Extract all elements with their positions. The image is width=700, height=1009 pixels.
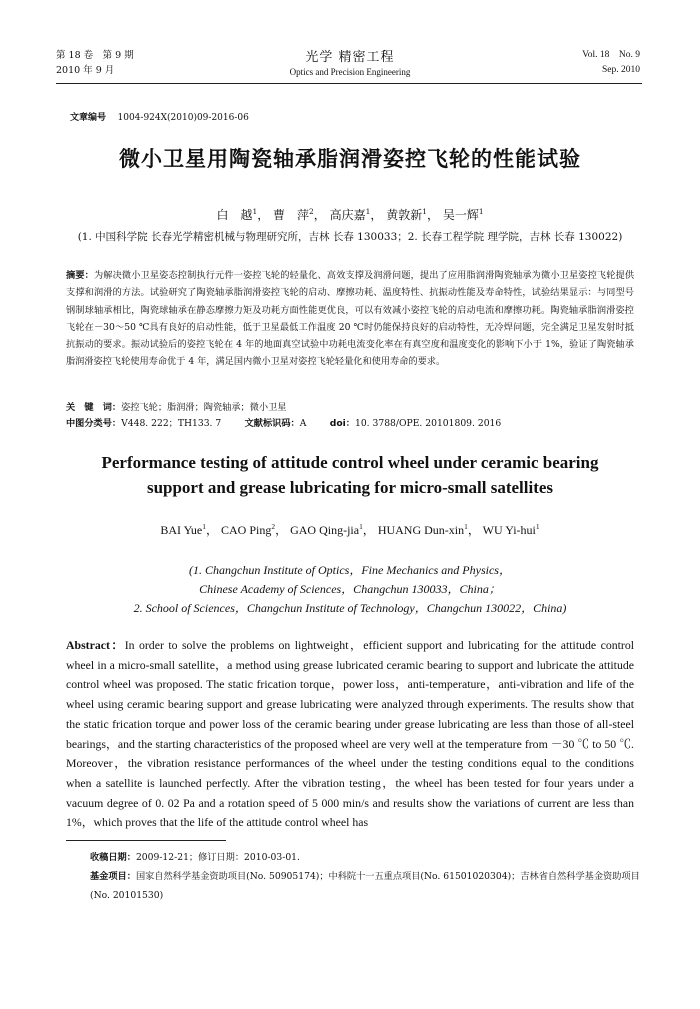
author-cn: 白 越 <box>216 208 253 222</box>
author-en-sup: 1 <box>359 522 363 531</box>
header-issue-block <box>582 48 640 78</box>
title-en <box>40 450 660 500</box>
article-number-label: 文章编号 <box>70 113 107 123</box>
affiliation-en-line1: (1. Changchun Institute of Optics，Fine Mechanics and Physics， <box>189 563 511 577</box>
header-volume-en: Vol. 18 No. 9 <box>582 50 640 60</box>
author-en: GAO Qing-jia <box>290 523 360 537</box>
abstract-cn-label: 摘要： <box>66 270 94 281</box>
fund-info <box>90 867 650 905</box>
header-date-cn: 2010 年 9 月 <box>56 65 115 76</box>
affiliation-cn: (1. 中国科学院 长春光学精密机械与物理研究所，吉林 长春 130033；2. 长春工程学院 理学院，吉林 长春 130022) <box>77 231 623 243</box>
authors-en: BAI Yue$^1$， CAO Ping$^2$， GAO Qing-jia$^1$， HUANG Dun-xin$^1$， WU Yi-hui$^1$ <box>160 522 540 537</box>
authors-cn: 白 越$^1$， 曹 萍$^2$， 高庆嘉$^1$， 黄敦新$^1$， 吴一辉$^1$ <box>216 207 484 222</box>
author-en: CAO Ping <box>221 523 272 537</box>
received-label: 收稿日期： <box>90 852 136 863</box>
abstract-en <box>66 636 634 833</box>
author-cn: 高庆嘉 <box>329 208 366 222</box>
header-date-en: Sep. 2010 <box>602 65 640 75</box>
abstract-cn-text: 为解决微小卫星姿态控制执行元件一姿控飞轮的轻量化、高效支撑及润滑问题，提出了应用脂润滑陶瓷轴承为微小卫星姿控飞轮提供支撑和润滑的方法。试验研究了陶瓷轴承脂润滑姿控飞轮的启动、摩擦功耗、温度特性、抗振动性能及寿命特性，试验结果显示：与同型号钢制球轴承相比，陶瓷球轴承在静态摩擦力矩及功耗方面性能更优良，可以有效减小姿控飞轮的启动电流和摩擦功耗。陶瓷轴承脂润滑姿控飞轮在－30～50 ℃具有良好的启动性能，低于卫星最低工作温度 20 ℃时仍能保持良好的启动特性，无冷焊问题，完全满足卫星发射时抵抗振动的要求。振动试验后的姿控飞轮在 4 年的地面真空试验中功耗电流变化率在有真空度和温度变化的影响下小于 1%，验证了陶瓷轴承脂润滑姿控飞轮使用寿命优于 4 年，满足国内微小卫星对姿控飞轮轻量化和使用寿命的要求。 <box>66 270 635 368</box>
keywords-cn-text: 姿控飞轮；脂润滑；陶瓷轴承；微小卫星 <box>121 402 287 413</box>
author-cn-sup: 1 <box>478 207 484 216</box>
abstract-en-label: Abstract： <box>66 638 125 652</box>
doi-label: doi： <box>329 418 355 429</box>
author-en: WU Yi-hui <box>482 523 536 537</box>
article-number-value: 1004-924X(2010)09-2016-06 <box>117 113 249 123</box>
author-en-sup: 1 <box>202 522 206 531</box>
title-cn: 微小卫星用陶瓷轴承脂润滑姿控飞轮的性能试验 <box>119 147 581 171</box>
author-cn-sup: 1 <box>422 207 427 216</box>
clc-label: 中图分类号： <box>66 418 122 429</box>
doc-code-label: 文献标识码： <box>244 418 300 429</box>
fund-label: 基金项目： <box>90 871 136 882</box>
received-date <box>90 848 650 867</box>
author-en-sup: 1 <box>535 522 540 531</box>
abstract-cn <box>66 267 634 371</box>
doc-code-value: A <box>299 418 307 429</box>
author-en: HUANG Dun-xin <box>377 523 465 537</box>
author-cn: 吴一辉 <box>442 208 479 222</box>
journal-title-cn: 光学 精密工程 <box>305 50 395 65</box>
footnote <box>90 848 650 905</box>
author-en: BAI Yue <box>160 523 203 537</box>
keywords-cn <box>66 399 287 413</box>
author-cn: 曹 萍 <box>273 208 310 222</box>
header-volume-cn: 第 18 卷 第 9 期 <box>56 50 134 61</box>
doi-value: 10. 3788/OPE. 20101809. 2016 <box>354 418 502 429</box>
affiliation-en-line2: Chinese Academy of Sciences，Changchun 130033，China； <box>199 582 501 596</box>
author-en-sup: 1 <box>464 522 468 531</box>
fund-value: 国家自然科学基金资助项目(No. 50905174)；中科院十一五重点项目(No. 61501020304)；吉林省自然科学基金资助项目(No. 20101530) <box>90 871 640 901</box>
article-number <box>70 110 249 123</box>
author-cn-sup: 2 <box>309 207 314 216</box>
classification-cn <box>66 415 501 429</box>
header-divider <box>56 83 642 84</box>
title-en-line2: support and grease lubricating for micro-small satellites <box>146 478 554 497</box>
footnote-divider <box>66 840 226 841</box>
clc-value: V448. 222；TH133. 7 <box>121 418 222 429</box>
affiliation-en-line3: 2. School of Sciences，Changchun Institute of Technology，Changchun 130022，China) <box>133 601 567 615</box>
received-value: 2009-12-21；修订日期：2010-03-01. <box>135 852 300 863</box>
author-en-sup: 2 <box>271 522 276 531</box>
author-cn-sup: 1 <box>252 207 258 216</box>
keywords-cn-label: 关 键 词： <box>66 402 122 413</box>
author-cn: 黄敦新 <box>386 208 423 222</box>
journal-title-en: Optics and Precision Engineering <box>289 67 411 77</box>
title-en-line1: Performance testing of attitude control wheel under ceramic bearing <box>101 453 599 472</box>
abstract-en-text: In order to solve the problems on lightweight，efficient support and lubricating for the attitude control wheel in a micro-small satellite，a method using grease lubricated ceramic bearing to support and lubricate the attitude control wheel was proposed. The static frication torque，power loss，anti-temperature，anti-vibration and life of the wheel using ceramic bearing support and grease lubricating were analyzed through experiments. The results show that the static frication torque and power loss of the ceramic bearing under grease lubricating are less than those of all-steel bearings，and the starting characteristics of the proposed wheel are very well at the temperature from －30 ℃ to 50 ℃. Moreover，the vibration resistance performances of the wheel under the testing conditions equal to the conditions when a satellite is launched perfectly. After the vibration testing，the wheel has been tested for four years under a vacuum degree of 0. 02 Pa and a rotation speed of 5 000 min/s and results show the variations of current are less than 1%，which proves that the life of the attitude control wheel has <box>66 638 634 830</box>
author-cn-sup: 1 <box>365 207 371 216</box>
affiliation-en <box>0 561 700 618</box>
